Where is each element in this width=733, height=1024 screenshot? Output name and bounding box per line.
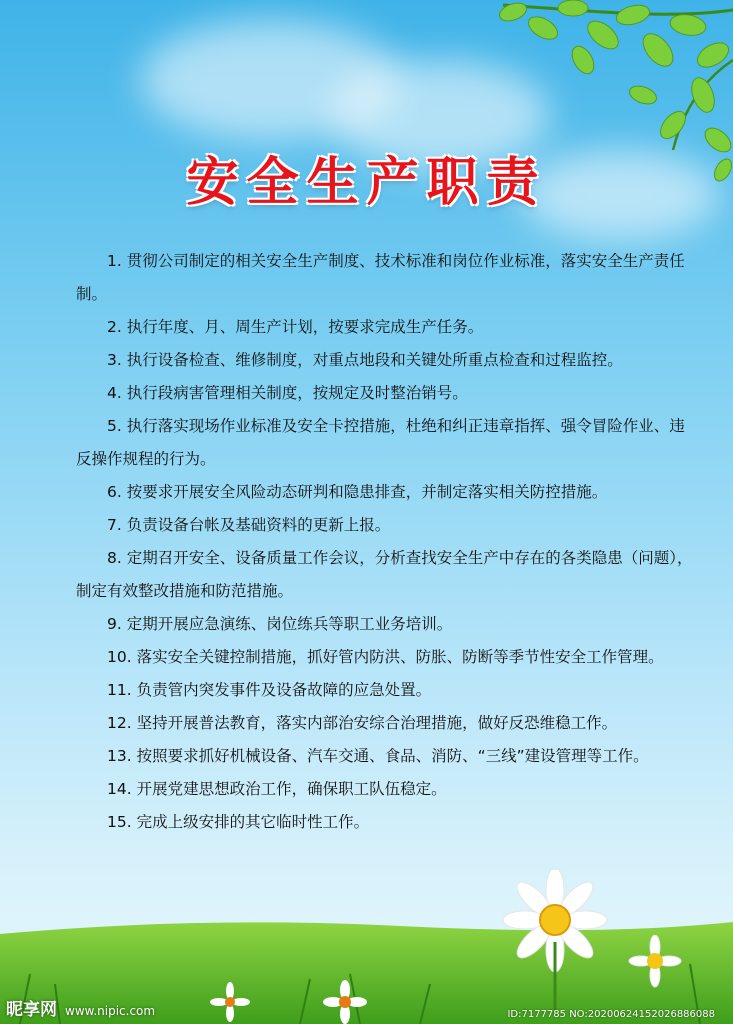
duty-item: 15. 完成上级安排的其它临时性工作。 [107,813,370,831]
watermark-url: www.nipic.com [65,1004,156,1018]
duties-list [76,245,696,839]
watermark-brand [6,995,155,1020]
duty-item: 2. 执行年度、月、周生产计划，按要求完成生产任务。 [107,318,484,336]
daisy-flower [205,982,255,1022]
duty-item: 8. 定期召开安全、设备质量工作会议，分析查找安全生产中存在的各类隐患（问题），制定有效整改措施和防范措施。 [76,549,693,600]
watermark-id: ID:7177785 NO:20200624152026886088 [507,1009,715,1020]
daisy-flower [620,935,690,995]
duty-item: 7. 负责设备台帐及基础资料的更新上报。 [107,516,391,534]
duty-item: 13. 按照要求抓好机械设备、汽车交通、食品、消防、“三线”建设管理等工作。 [107,747,649,765]
duty-item: 6. 按要求开展安全风险动态研判和隐患排查，并制定落实相关防控措施。 [107,483,608,501]
duty-item: 12. 坚持开展普法教育，落实内部治安综合治理措施，做好反恐维稳工作。 [107,714,618,732]
duty-item: 3. 执行设备检查、维修制度，对重点地段和关键处所重点检查和过程监控。 [107,351,623,369]
duty-item: 1. 贯彻公司制定的相关安全生产制度、技术标准和岗位作业标准，落实安全生产责任制。 [76,252,685,303]
duty-item: 14. 开展党建思想政治工作，确保职工队伍稳定。 [107,780,447,798]
daisy-flower [480,870,630,1010]
duty-item: 9. 定期开展应急演练、岗位练兵等职工业务培训。 [107,615,453,633]
daisy-flower [315,980,375,1024]
duty-item: 5. 执行落实现场作业标准及安全卡控措施，杜绝和纠正违章指挥、强令冒险作业、违反操作规程的行为。 [76,417,685,468]
poster-title: 安全生产职责 [186,153,547,213]
watermark-brand-text: 昵享网 [6,1000,57,1020]
duty-item: 10. 落实安全关键控制措施，抓好管内防洪、防胀、防断等季节性安全工作管理。 [107,648,664,666]
duty-item: 4. 执行段病害管理相关制度，按规定及时整治销号。 [107,384,468,402]
duty-item: 11. 负责管内突发事件及设备故障的应急处置。 [107,681,432,699]
